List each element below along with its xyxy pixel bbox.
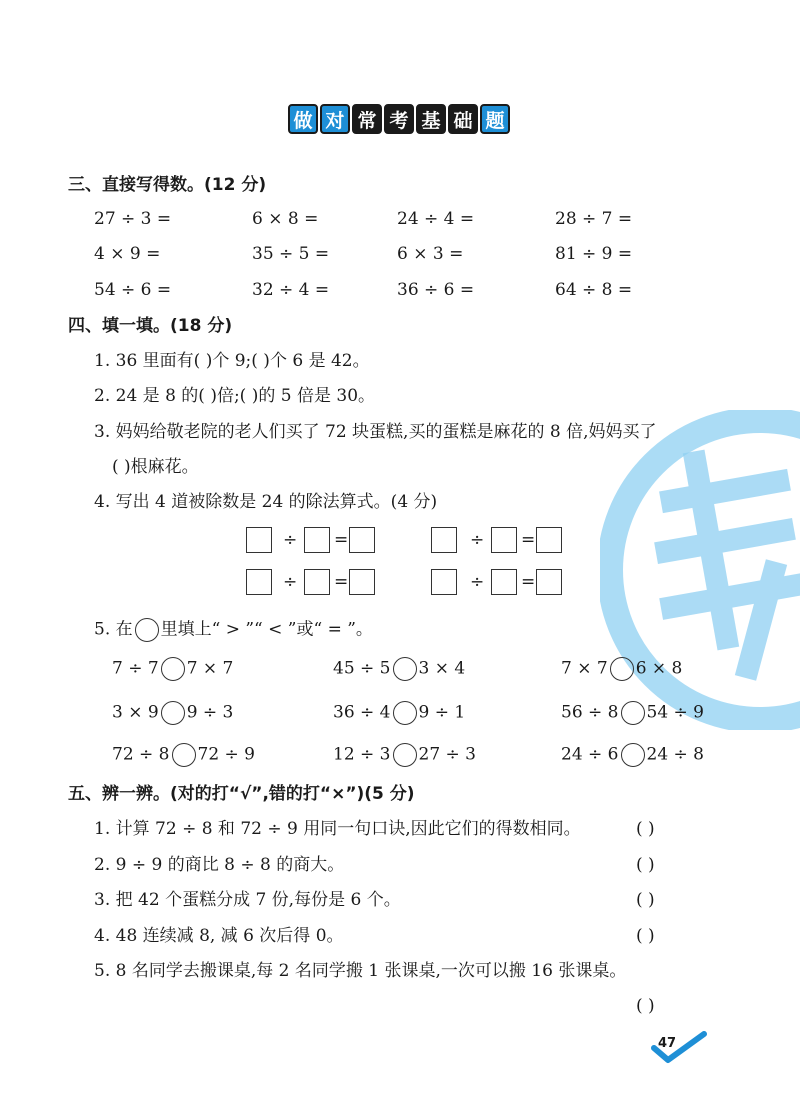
title-char-5: 基 bbox=[416, 104, 446, 134]
calc-item: 27 ÷ 3 = bbox=[94, 209, 172, 229]
division-sign: ÷ bbox=[470, 530, 485, 550]
compare-circle[interactable] bbox=[161, 701, 185, 725]
title-char-7: 题 bbox=[480, 104, 510, 134]
judge-answer-5[interactable]: ( ) bbox=[636, 996, 655, 1016]
compare-left: 72 ÷ 8 bbox=[112, 744, 170, 765]
compare-circle[interactable] bbox=[172, 743, 196, 767]
fill-question-1: 1. 36 里面有( )个 9;( )个 6 是 42。 bbox=[94, 351, 370, 371]
compare-left: 56 ÷ 8 bbox=[561, 702, 619, 723]
division-sign: ÷ bbox=[470, 572, 485, 592]
q5-suffix: 里填上“ > ”“ < ”或“ = ”。 bbox=[160, 619, 373, 640]
comparison-item bbox=[333, 657, 465, 681]
watermark-stamp bbox=[600, 410, 800, 730]
page-number: 47 bbox=[658, 1036, 677, 1051]
fill-question-3-line2: ( )根麻花。 bbox=[112, 457, 199, 477]
calc-item: 24 ÷ 4 = bbox=[397, 209, 475, 229]
compare-left: 24 ÷ 6 bbox=[561, 744, 619, 765]
compare-left: 3 × 9 bbox=[112, 702, 159, 723]
equals-sign: = bbox=[334, 572, 349, 592]
compare-right: 6 × 8 bbox=[635, 658, 683, 679]
compare-right: 24 ÷ 8 bbox=[646, 744, 704, 765]
checkmark-icon bbox=[648, 1030, 708, 1064]
calc-item: 81 ÷ 9 = bbox=[555, 244, 633, 264]
answer-box[interactable] bbox=[491, 569, 517, 595]
calc-item: 54 ÷ 6 = bbox=[94, 280, 172, 300]
comparison-item bbox=[561, 743, 704, 767]
compare-right: 7 × 7 bbox=[186, 658, 234, 679]
title-char-1: 做 bbox=[288, 104, 318, 134]
title-char-6: 础 bbox=[448, 104, 478, 134]
division-sign: ÷ bbox=[283, 572, 298, 592]
compare-left: 36 ÷ 4 bbox=[333, 702, 391, 723]
fill-question-3-line1: 3. 妈妈给敬老院的老人们买了 72 块蛋糕,买的蛋糕是麻花的 8 倍,妈妈买了 bbox=[94, 422, 657, 442]
comparison-item bbox=[561, 701, 704, 725]
judge-answer-4[interactable]: ( ) bbox=[636, 926, 655, 946]
compare-right: 54 ÷ 9 bbox=[646, 702, 704, 723]
answer-box[interactable] bbox=[304, 527, 330, 553]
comparison-item bbox=[112, 657, 233, 681]
answer-box[interactable] bbox=[536, 527, 562, 553]
calc-item: 64 ÷ 8 = bbox=[555, 280, 633, 300]
compare-left: 7 × 7 bbox=[561, 658, 608, 679]
q5-prefix: 5. 在 bbox=[94, 619, 133, 640]
compare-right: 72 ÷ 9 bbox=[197, 744, 255, 765]
compare-circle[interactable] bbox=[621, 701, 645, 725]
answer-box[interactable] bbox=[246, 527, 272, 553]
section4-heading: 四、填一填。(18 分) bbox=[68, 316, 233, 336]
judge-item-4: 4. 48 连续减 8, 减 6 次后得 0。 bbox=[94, 926, 344, 946]
title-char-2: 对 bbox=[320, 104, 350, 134]
answer-box[interactable] bbox=[246, 569, 272, 595]
comparison-item bbox=[112, 701, 233, 725]
answer-box[interactable] bbox=[349, 569, 375, 595]
calc-item: 36 ÷ 6 = bbox=[397, 280, 475, 300]
fill-question-2: 2. 24 是 8 的( )倍;( )的 5 倍是 30。 bbox=[94, 386, 376, 406]
compare-circle[interactable] bbox=[393, 701, 417, 725]
compare-circle[interactable] bbox=[610, 657, 634, 681]
compare-circle[interactable] bbox=[621, 743, 645, 767]
judge-answer-2[interactable]: ( ) bbox=[636, 855, 655, 875]
compare-left: 7 ÷ 7 bbox=[112, 658, 159, 679]
compare-circle[interactable] bbox=[161, 657, 185, 681]
compare-left: 45 ÷ 5 bbox=[333, 658, 391, 679]
judge-item-2: 2. 9 ÷ 9 的商比 8 ÷ 8 的商大。 bbox=[94, 855, 345, 875]
title-char-3: 常 bbox=[352, 104, 382, 134]
comparison-item bbox=[333, 743, 476, 767]
equals-sign: = bbox=[334, 530, 349, 550]
division-sign: ÷ bbox=[283, 530, 298, 550]
comparison-item bbox=[112, 743, 255, 767]
judge-item-3: 3. 把 42 个蛋糕分成 7 份,每份是 6 个。 bbox=[94, 890, 401, 910]
judge-answer-3[interactable]: ( ) bbox=[636, 890, 655, 910]
calc-item: 6 × 8 = bbox=[252, 209, 319, 229]
calc-item: 35 ÷ 5 = bbox=[252, 244, 330, 264]
answer-box[interactable] bbox=[491, 527, 517, 553]
judge-item-1: 1. 计算 72 ÷ 8 和 72 ÷ 9 用同一句口诀,因此它们的得数相同。 bbox=[94, 819, 581, 839]
calc-item: 4 × 9 = bbox=[94, 244, 161, 264]
compare-circle[interactable] bbox=[393, 657, 417, 681]
compare-right: 9 ÷ 3 bbox=[186, 702, 234, 723]
page-header-title bbox=[288, 104, 512, 138]
judge-answer-1[interactable]: ( ) bbox=[636, 819, 655, 839]
equals-sign: = bbox=[521, 530, 536, 550]
section5-heading: 五、辨一辨。(对的打“√”,错的打“×”)(5 分) bbox=[68, 784, 415, 804]
fill-question-5 bbox=[94, 618, 373, 642]
compare-right: 3 × 4 bbox=[418, 658, 466, 679]
page-number-badge bbox=[648, 1030, 708, 1064]
answer-box[interactable] bbox=[431, 569, 457, 595]
comparison-item bbox=[561, 657, 682, 681]
compare-right: 9 ÷ 1 bbox=[418, 702, 466, 723]
judge-item-5: 5. 8 名同学去搬课桌,每 2 名同学搬 1 张课桌,一次可以搬 16 张课桌。 bbox=[94, 961, 627, 981]
comparison-item bbox=[333, 701, 465, 725]
calc-item: 6 × 3 = bbox=[397, 244, 464, 264]
answer-box[interactable] bbox=[431, 527, 457, 553]
calc-item: 28 ÷ 7 = bbox=[555, 209, 633, 229]
equals-sign: = bbox=[521, 572, 536, 592]
answer-box[interactable] bbox=[304, 569, 330, 595]
calc-item: 32 ÷ 4 = bbox=[252, 280, 330, 300]
fill-question-4: 4. 写出 4 道被除数是 24 的除法算式。(4 分) bbox=[94, 492, 438, 512]
title-char-4: 考 bbox=[384, 104, 414, 134]
answer-box[interactable] bbox=[536, 569, 562, 595]
compare-circle[interactable] bbox=[393, 743, 417, 767]
compare-left: 12 ÷ 3 bbox=[333, 744, 391, 765]
answer-box[interactable] bbox=[349, 527, 375, 553]
circle-icon bbox=[135, 618, 159, 642]
compare-right: 27 ÷ 3 bbox=[418, 744, 476, 765]
section3-heading: 三、直接写得数。(12 分) bbox=[68, 175, 267, 195]
